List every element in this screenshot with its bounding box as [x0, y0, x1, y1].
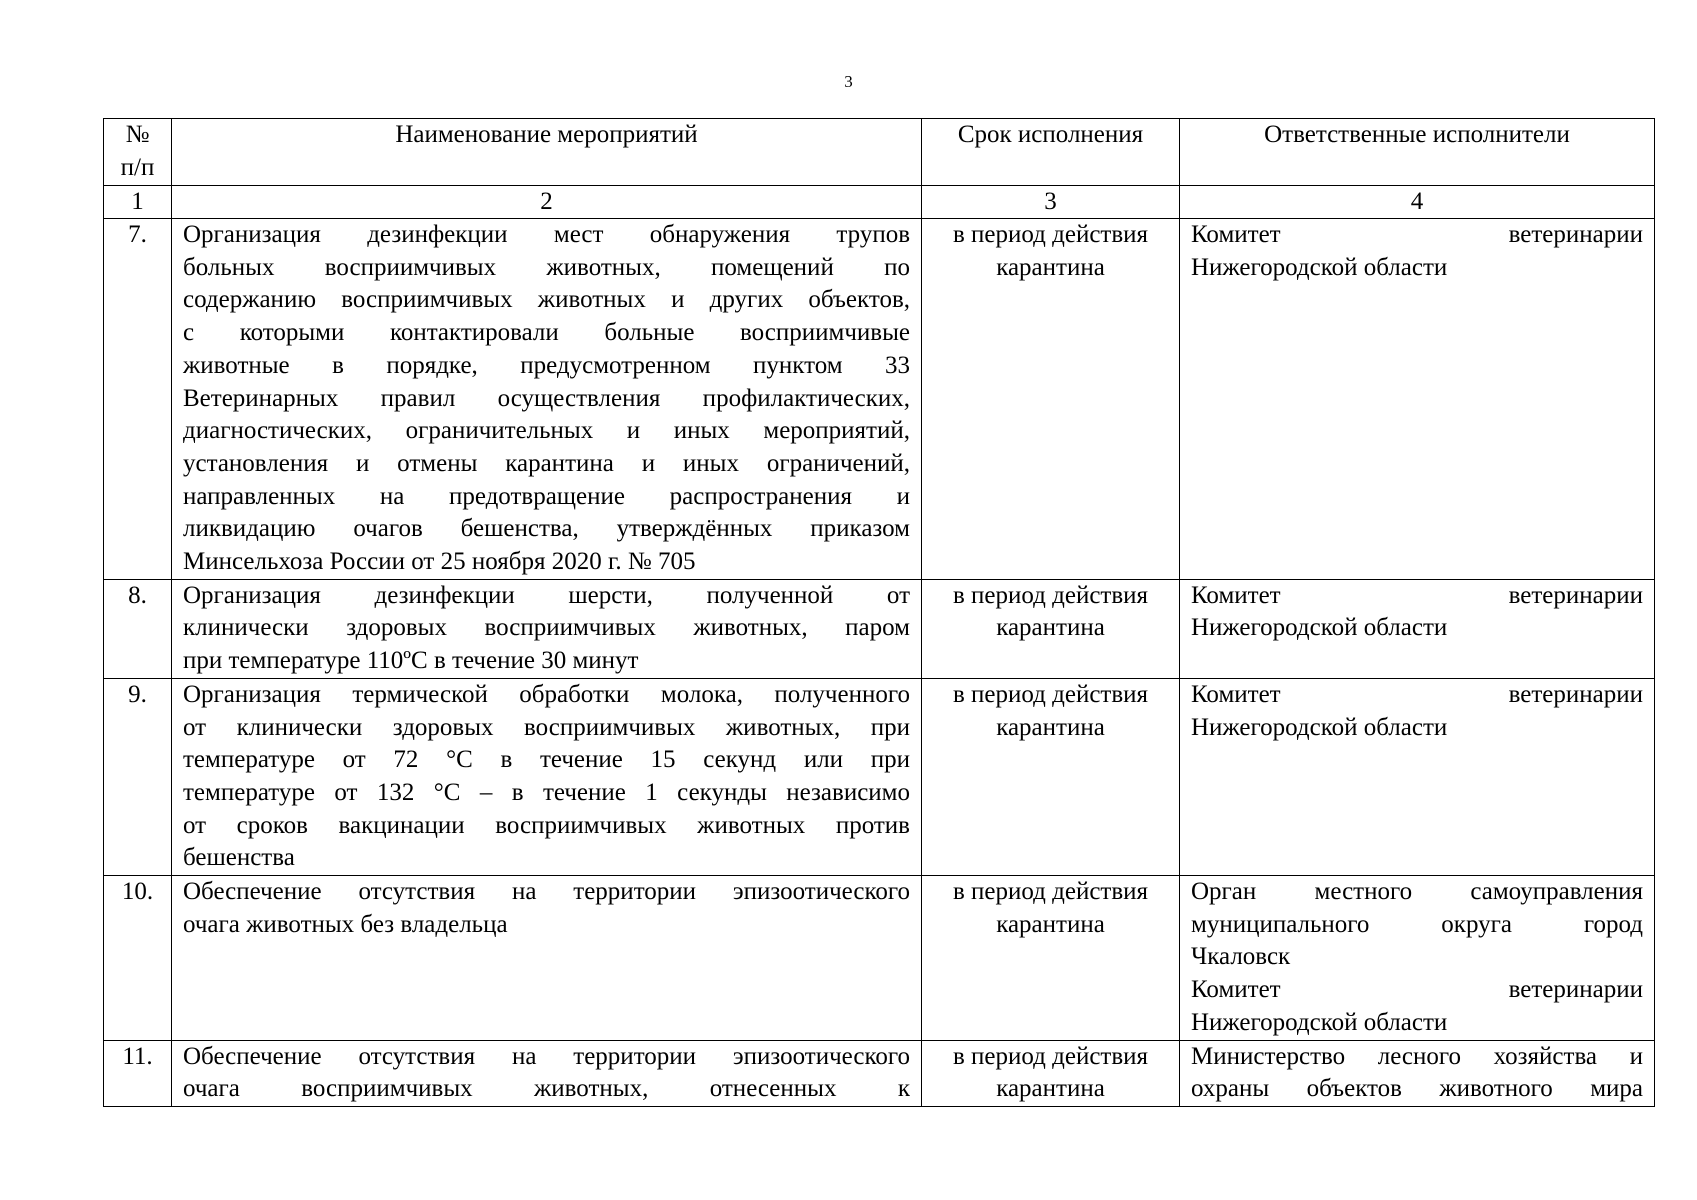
measure-line: Обеспечение отсутствия на территории эпизоотического [183, 878, 910, 906]
responsible-line: муниципального округа город [1191, 910, 1643, 938]
responsible-entity [1191, 974, 1643, 1039]
measures-table [103, 118, 1655, 1107]
term-line: карантина [996, 253, 1105, 281]
measure-line: ликвидацию очагов бешенства, утверждённых приказом [183, 515, 910, 543]
term-line: в период действия [952, 878, 1149, 906]
row-number: 10. [104, 876, 172, 1041]
responsible-line: Чкаловск [1191, 943, 1291, 971]
header-number-line2: п/п [120, 153, 155, 181]
term-line: карантина [996, 713, 1105, 741]
measure-line: Организация термической обработки молока, полученного [183, 680, 910, 708]
responsible-entity [1191, 1041, 1643, 1106]
responsible-line: Комитет ветеринарии [1191, 680, 1643, 708]
responsible-line: Орган местного самоуправления [1191, 878, 1643, 906]
term-cell [922, 678, 1180, 875]
row-number: 8. [104, 579, 172, 678]
responsible-line: Комитет ветеринарии [1191, 581, 1643, 609]
header-number [104, 119, 172, 186]
header-responsible: Ответственные исполнители [1180, 119, 1655, 186]
responsible-line: Нижегородской области [1191, 253, 1448, 281]
responsible-entity [1191, 580, 1643, 645]
measure-line: Ветеринарных правил осуществления профилактических, [183, 384, 910, 412]
term-line: карантина [996, 1075, 1105, 1103]
measure-line: клинически здоровых восприимчивых животных, паром [183, 614, 910, 642]
responsible-line: Комитет ветеринарии [1191, 976, 1643, 1004]
term-line: в период действия [952, 581, 1149, 609]
table-row [104, 579, 1655, 678]
row-number: 7. [104, 219, 172, 580]
responsible-line: Министерство лесного хозяйства и [1191, 1042, 1643, 1070]
responsible-line: охраны объектов животного мира [1191, 1075, 1643, 1103]
term-line: в период действия [952, 680, 1149, 708]
measure-line: диагностических, ограничительных и иных мероприятий, [183, 417, 910, 445]
responsible-line: Нижегородской области [1191, 1008, 1448, 1036]
term-cell [922, 876, 1180, 1041]
measure-line: с которыми контактировали больные восприимчивые [183, 319, 910, 347]
table-body [104, 219, 1655, 1107]
measure-cell [172, 1040, 922, 1106]
term-cell [922, 219, 1180, 580]
table-row [104, 678, 1655, 875]
table-row [104, 1040, 1655, 1106]
header-number-line1: № [125, 121, 150, 148]
term-line: в период действия [952, 1042, 1149, 1070]
measure-line: от клинически здоровых восприимчивых животных, при [183, 713, 910, 741]
column-number: 2 [172, 186, 922, 219]
measure-line: больных восприимчивых животных, помещений по [183, 253, 910, 281]
term-line: карантина [996, 614, 1105, 642]
measure-line: от сроков вакцинации восприимчивых животных против [183, 811, 910, 839]
responsible-line: Комитет ветеринарии [1191, 221, 1643, 248]
table-header-row [104, 119, 1655, 186]
measure-line: Минсельхоза России от 25 ноября 2020 г. № 705 [183, 548, 696, 576]
column-number: 1 [104, 186, 172, 219]
measure-line: направленных на предотвращение распространения и [183, 482, 910, 510]
column-numbers-row [104, 186, 1655, 219]
responsible-line: Нижегородской области [1191, 614, 1448, 642]
page-number: 3 [844, 72, 853, 91]
column-number: 4 [1180, 186, 1655, 219]
responsible-entity [1191, 876, 1643, 974]
table-row [104, 219, 1655, 580]
responsible-entity [1191, 219, 1643, 284]
term-line: карантина [996, 910, 1105, 938]
measure-line: установления и отмены карантина и иных ограничений, [183, 449, 910, 477]
responsible-cell [1180, 678, 1655, 875]
measure-line: температуре от 132 °С – в течение 1 секунды независимо [183, 778, 910, 806]
measure-cell [172, 219, 922, 580]
column-number: 3 [922, 186, 1180, 219]
responsible-cell [1180, 1040, 1655, 1106]
measure-line: животные в порядке, предусмотренном пунктом 33 [183, 351, 910, 379]
header-measure: Наименование мероприятий [172, 119, 922, 186]
row-number: 11. [104, 1040, 172, 1106]
responsible-cell [1180, 876, 1655, 1041]
measure-line: Организация дезинфекции мест обнаружения трупов [183, 221, 910, 248]
header-term: Срок исполнения [922, 119, 1180, 186]
measure-line: содержанию восприимчивых животных и других объектов, [183, 286, 910, 314]
measure-cell [172, 678, 922, 875]
term-cell [922, 579, 1180, 678]
responsible-cell [1180, 219, 1655, 580]
measure-line: температуре от 72 °С в течение 15 секунд или при [183, 746, 910, 774]
measure-line: очага восприимчивых животных, отнесенных к [183, 1075, 910, 1103]
row-number: 9. [104, 678, 172, 875]
measure-line: Организация дезинфекции шерсти, полученной от [183, 581, 910, 609]
term-cell [922, 1040, 1180, 1106]
responsible-line: Нижегородской области [1191, 713, 1448, 741]
measure-line: бешенства [183, 844, 295, 872]
measure-line: Обеспечение отсутствия на территории эпизоотического [183, 1042, 910, 1070]
measure-cell [172, 579, 922, 678]
table-row [104, 876, 1655, 1041]
responsible-cell [1180, 579, 1655, 678]
measure-cell [172, 876, 922, 1041]
measure-line: при температуре 110ºС в течение 30 минут [183, 647, 639, 675]
responsible-entity [1191, 679, 1643, 744]
measure-line: очага животных без владельца [183, 910, 508, 938]
term-line: в период действия [952, 221, 1149, 248]
